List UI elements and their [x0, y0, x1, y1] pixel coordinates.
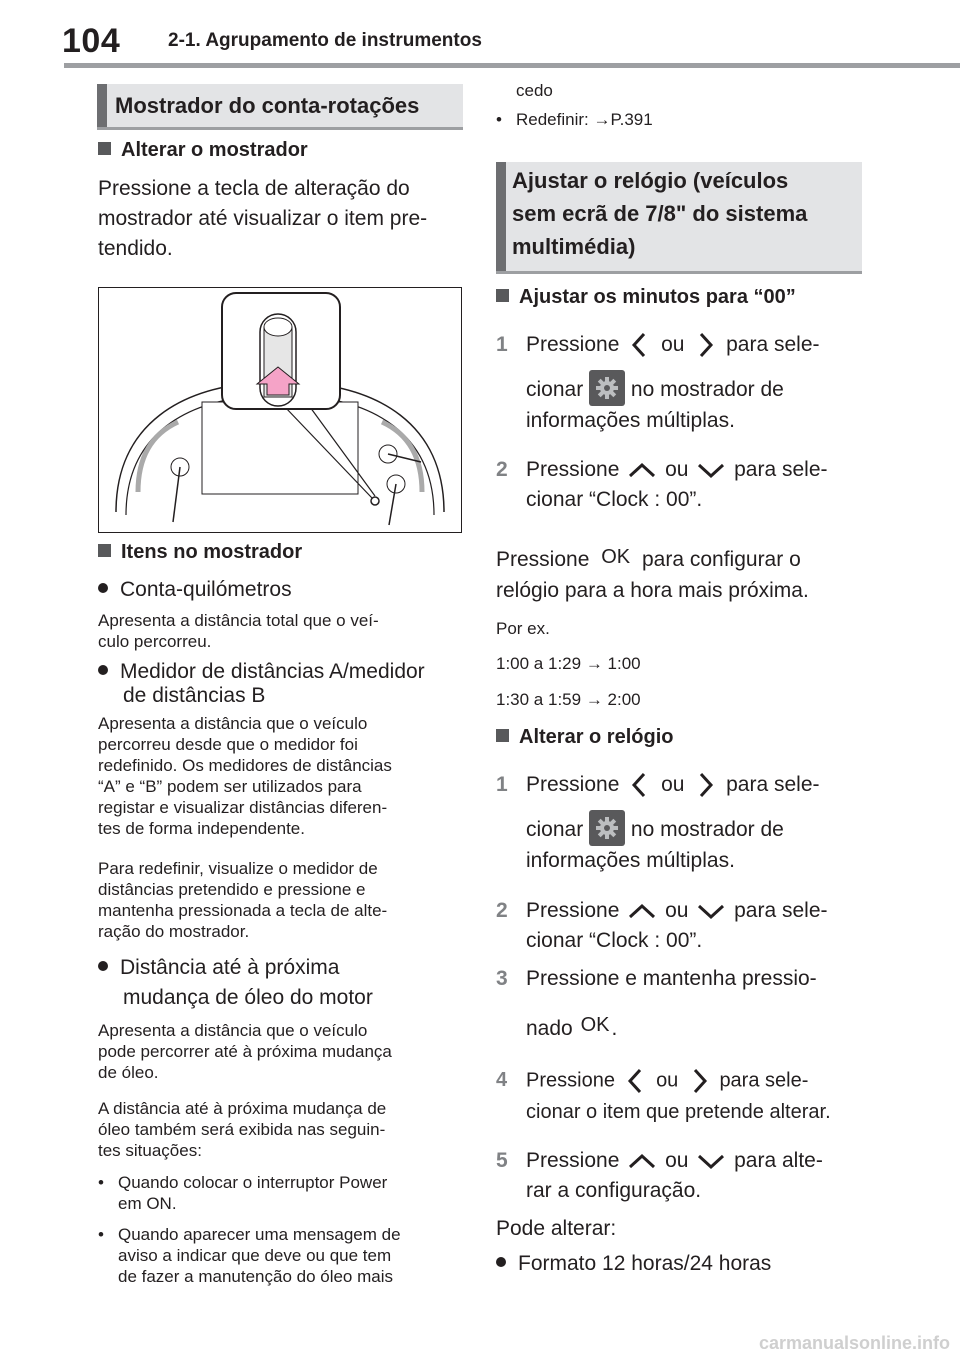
item-odometer-title: Conta-quilómetros — [98, 575, 292, 605]
section-heading-bar — [496, 162, 506, 271]
item-odometer-desc: Apresenta a distância total que o veí- culo percorreu. — [98, 611, 379, 651]
watermark: carmanualsonline.info — [758, 1333, 950, 1353]
item-oil-title: Distância até à próxima mudança de óleo do motor — [98, 953, 373, 1013]
square-bullet-icon — [496, 729, 509, 742]
square-bullet-icon — [98, 142, 111, 155]
subheading-clock: Alterar o relógio — [496, 726, 673, 749]
arrow-right-icon: → — [585, 690, 603, 709]
header-rule — [64, 63, 960, 68]
clock-step-4: 4 Pressione ou para sele- cionar o item que pretende alterar. — [496, 1066, 831, 1126]
chapter-title: 2-1. Agrupamento de instrumentos — [168, 30, 482, 51]
minutes-step-2: 2 Pressione ou para sele- cionar “Clock : 00”. — [496, 458, 828, 511]
settings-gear-icon — [589, 810, 625, 846]
item-trip-desc2: Para redefinir, visualize o medidor de distâncias pretendido e pressione e mantenha pressionada a tecla de alte- ração do mostrador. — [98, 859, 388, 941]
section-heading-text: Ajustar o relógio (veículos sem ecrã de 7/8" do sistema multimédia) — [512, 168, 808, 259]
chevron-down-icon — [694, 1148, 728, 1174]
section-heading-bar — [97, 84, 107, 127]
format-option: Formato 12 horas/24 horas — [496, 1249, 771, 1279]
section-heading-text: Mostrador do conta-rotações — [115, 93, 420, 118]
chevron-left-icon — [625, 770, 655, 800]
clock-step-3: 3 Pressione e mantenha pressio- nado OK. — [496, 967, 817, 1040]
clock-step-5: 5 Pressione ou para alte- rar a configuração. — [496, 1149, 823, 1202]
example-row-1: 1:00 a 1:29 → 1:00 — [496, 654, 641, 673]
round-bullet-icon — [98, 961, 108, 971]
oil-bullet-1: • Quando colocar o interruptor Power em ON. — [98, 1173, 388, 1213]
chevron-left-icon — [625, 330, 655, 360]
chevron-up-icon — [625, 1148, 659, 1174]
chevron-right-icon — [690, 330, 720, 360]
minutes-step-1: 1 Pressione ou para sele- cionar no mostrador de informações múltiplas. — [496, 330, 876, 436]
item-oil-desc2: A distância até à próxima mudança de óleo também será exibida nas seguin- tes situações: — [98, 1099, 387, 1160]
oil-bullet-2: • Quando aparecer uma mensagem de aviso a indicar que deve ou que tem de fazer a manutenção do óleo mais — [98, 1225, 401, 1286]
square-bullet-icon — [98, 544, 111, 557]
item-oil-desc: Apresenta a distância que o veículo pode percorrer até à próxima mudança de óleo. — [98, 1021, 392, 1082]
round-bullet-icon — [496, 1257, 506, 1267]
subheading-alter: Alterar o mostrador — [98, 139, 308, 162]
chevron-right-icon — [684, 1066, 714, 1096]
ok-button-icon: OK — [601, 546, 631, 568]
chevron-down-icon — [694, 457, 728, 483]
round-bullet-icon — [98, 583, 108, 593]
page-number: 104 — [62, 22, 121, 60]
round-bullet-icon — [98, 665, 108, 675]
section-heading-tachometer — [97, 84, 463, 130]
item-trip-desc: Apresenta a distância que o veículo percorreu desde que o medidor foi redefinido. Os medidores de distâncias “A” e “B” podem ser utilizados para registar e visualizar distâncias diferen- tes de forma independente. — [98, 714, 392, 838]
can-change-label: Pode alterar: — [496, 1217, 617, 1240]
subheading-minutes: Ajustar os minutos para “00” — [496, 286, 796, 309]
section-heading-clock — [496, 162, 862, 274]
instrument-cluster-illustration — [98, 287, 462, 533]
chevron-up-icon — [625, 457, 659, 483]
alter-text: Pressione a tecla de alteração do mostrador até visualizar o item pre- tendido. — [98, 177, 428, 260]
item-trip-title: Medidor de distâncias A/medidor de distâncias B — [98, 660, 425, 708]
chevron-left-icon — [621, 1066, 651, 1096]
clock-step-2: 2 Pressione ou para sele- cionar “Clock : 00”. — [496, 899, 828, 952]
example-label: Por ex. — [496, 619, 550, 638]
page-ref-arrow-icon: → — [593, 110, 611, 129]
arrow-right-icon: → — [585, 654, 603, 673]
chevron-up-icon — [625, 898, 659, 924]
example-row-2: 1:30 a 1:59 → 2:00 — [496, 690, 641, 709]
clock-step-1: 1 Pressione ou para sele- cionar no mostrador de informações múltiplas. — [496, 770, 820, 876]
minutes-press-ok-2: relógio para a hora mais próxima. — [496, 579, 809, 602]
chevron-down-icon — [694, 898, 728, 924]
minutes-press-ok: Pressione OK para configurar o — [496, 542, 801, 575]
subheading-items: Itens no mostrador — [98, 541, 302, 564]
chevron-right-icon — [690, 770, 720, 800]
continued-text: cedo • Redefinir: →P.391 — [496, 81, 653, 129]
settings-gear-icon — [589, 370, 625, 406]
ok-button-icon: OK — [580, 1014, 610, 1036]
square-bullet-icon — [496, 289, 509, 302]
